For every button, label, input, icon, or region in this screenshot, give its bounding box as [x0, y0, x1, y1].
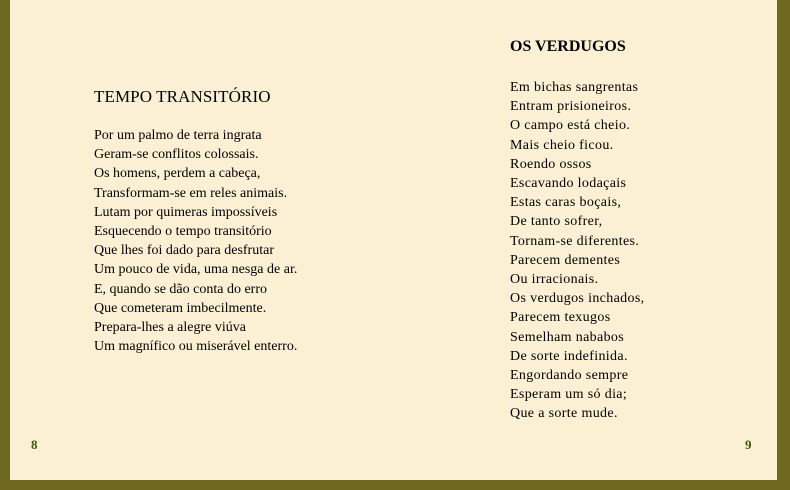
poem-title-os-verdugos: OS VERDUGOS — [510, 38, 626, 55]
poem-line: Em bichas sangrentas — [510, 80, 639, 95]
poem-line: Escavando lodaçais — [510, 176, 627, 192]
poem-line: O campo está cheio. — [510, 118, 631, 134]
poem-line: Prepara-lhes a alegre viúva — [94, 320, 246, 336]
poem-line: Parecem dementes — [510, 252, 621, 268]
poem-line: Esperam um só dia; — [510, 387, 628, 403]
poem-line: Por um palmo de terra ingrata — [94, 128, 262, 143]
poem-line: Estas caras boçais, — [510, 195, 622, 211]
page-number-right: 9 — [745, 437, 752, 452]
poem-line: De tanto sofrer, — [510, 214, 603, 230]
poem-line: Ou irracionais. — [510, 272, 599, 288]
poem-line: Roendo ossos — [510, 156, 592, 172]
poem-line: Mais cheio ficou. — [510, 137, 614, 153]
poem-line: Transformam-se em reles animais. — [94, 185, 288, 201]
poem-body-right — [510, 78, 645, 424]
poem-line: Tornam-se diferentes. — [510, 233, 640, 249]
poem-line: Semelham nababos — [510, 329, 625, 345]
poem-line: Geram-se conflitos colossais. — [94, 147, 259, 163]
poem-line: Que cometeram imbecilmente. — [94, 300, 267, 316]
poem-line: Lutam por quimeras impossíveis — [94, 204, 278, 220]
poem-line: E, quando se dão conta do erro — [94, 281, 267, 297]
poem-line: Os homens, perdem a cabeça, — [94, 166, 261, 182]
left-page — [10, 0, 390, 480]
page-number-left: 8 — [31, 437, 38, 452]
poem-body-left — [94, 126, 297, 356]
poem-line: Um magnífico ou miserável enterro. — [94, 339, 298, 355]
poem-line: Um pouco de vida, uma nesga de ar. — [94, 262, 298, 278]
right-page — [390, 0, 777, 480]
poem-line: Que lhes foi dado para desfrutar — [94, 243, 274, 259]
poem-line: Os verdugos inchados, — [510, 291, 645, 307]
poem-line: Engordando sempre — [510, 368, 629, 384]
poem-line: De sorte indefinida. — [510, 348, 628, 364]
poem-line: Esquecendo o tempo transitório — [94, 224, 272, 240]
poem-title-tempo-transitorio: TEMPO TRANSITÓRIO — [94, 87, 271, 106]
poem-line: Entram prisioneiros. — [510, 99, 632, 115]
poem-line: Parecem texugos — [510, 310, 611, 326]
poem-line: Que a sorte mude. — [510, 406, 618, 422]
